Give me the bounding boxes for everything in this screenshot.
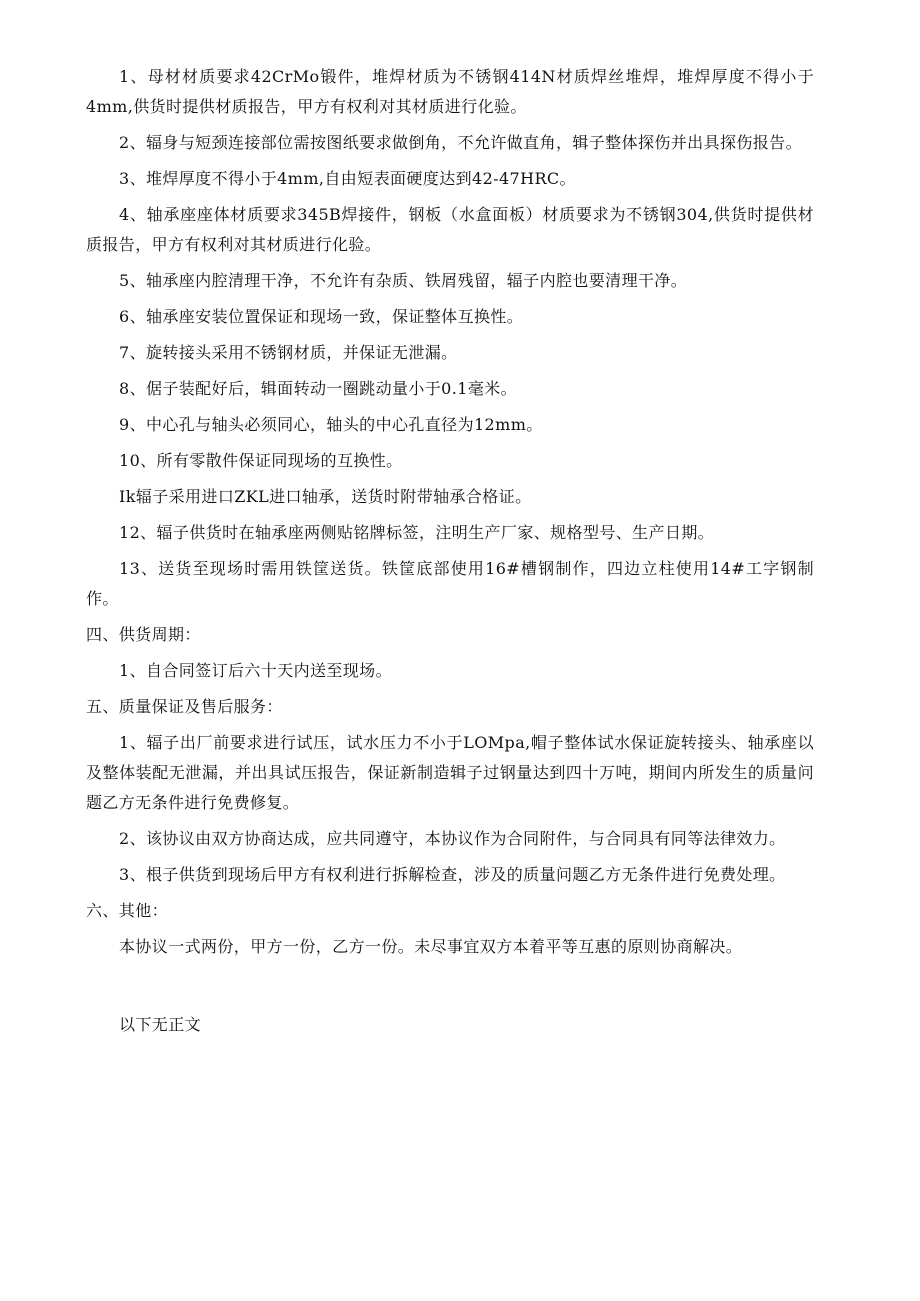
requirement-1: 1、母材材质要求42CrMo锻件，堆焊材质为不锈钢414N材质焊丝堆焊，堆焊厚度不得小于4mm,供货时提供材质报告，甲方有权利对其材质进行化验。 <box>86 67 814 116</box>
requirement-13: 13、送货至现场时需用铁筐送货。铁筐底部使用16#槽钢制作，四边立柱使用14#工字钢制作。 <box>86 559 814 608</box>
document-page <box>86 62 814 1040</box>
requirement-4: 4、轴承座座体材质要求345B焊接件，钢板（水盒面板）材质要求为不锈钢304,供货时提供材质报告，甲方有权利对其材质进行化验。 <box>86 205 814 254</box>
section-5-item-2: 2、该协议由双方协商达成，应共同遵守，本协议作为合同附件，与合同具有同等法律效力。 <box>119 829 786 848</box>
section-4-heading: 四、供货周期： <box>86 625 201 644</box>
requirement-10: 10、所有零散件保证同现场的互换性。 <box>119 451 403 470</box>
requirement-2: 2、辐身与短颈连接部位需按图纸要求做倒角，不允许做直角，辑子整体探伤并出具探伤报告。 <box>119 133 802 152</box>
section-6-item-1: 本协议一式两份，甲方一份，乙方一份。未尽事宜双方本着平等互惠的原则协商解决。 <box>119 937 743 956</box>
requirement-12: 12、辐子供货时在轴承座两侧贴铭牌标签，注明生产厂家、规格型号、生产日期。 <box>119 523 715 542</box>
closing-note: 以下无正文 <box>119 1015 202 1034</box>
requirement-5: 5、轴承座内腔清理干净，不允许有杂质、铁屑残留，辐子内腔也要清理干净。 <box>119 271 688 290</box>
section-6-heading: 六、其他： <box>86 901 169 920</box>
requirement-8: 8、倨子装配好后，辑面转动一圈跳动量小于0.1毫米。 <box>119 379 518 398</box>
section-5-item-3: 3、根子供货到现场后甲方有权利进行拆解检查，涉及的质量问题乙方无条件进行免费处理。 <box>119 865 786 884</box>
section-5-item-1: 1、辐子出厂前要求进行试压，试水压力不小于LOMpa,帽子整体试水保证旋转接头、轴承座以及整体装配无泄漏，并出具试压报告，保证新制造辑子过钢量达到四十万吨，期间内所发生的质量问题乙方无条件进行免费修复。 <box>86 733 814 812</box>
requirement-6: 6、轴承座安装位置保证和现场一致，保证整体互换性。 <box>119 307 524 326</box>
section-4-item-1: 1、自合同签订后六十天内送至现场。 <box>119 661 392 680</box>
requirement-11: Ik辐子采用进口ZKL进口轴承，送货时附带轴承合格证。 <box>119 487 532 506</box>
section-5-heading: 五、质量保证及售后服务： <box>86 697 283 716</box>
requirement-9: 9、中心孔与轴头必须同心，轴头的中心孔直径为12mm。 <box>119 415 543 434</box>
requirement-7: 7、旋转接头采用不锈钢材质，并保证无泄漏。 <box>119 343 458 362</box>
requirement-3: 3、堆焊厚度不得小于4mm,自由短表面硬度达到42-47HRC。 <box>119 169 576 188</box>
